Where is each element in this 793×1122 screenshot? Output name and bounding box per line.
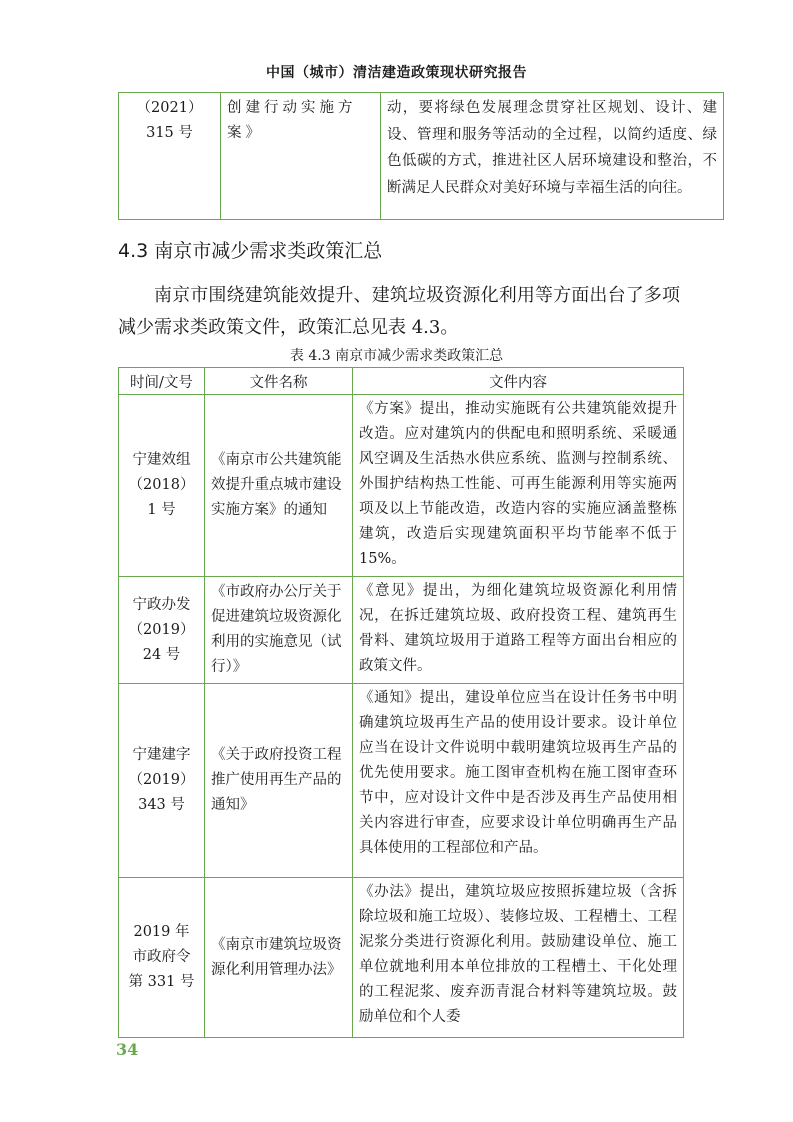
doc-name-cell: 《关于政府投资工程推广使用再生产品的通知》: [205, 684, 353, 878]
continued-table: [118, 92, 724, 220]
table-row: [119, 93, 724, 220]
doc-number-cell: 宁政办发（2019）24 号: [119, 577, 205, 684]
doc-content-cell: 《通知》提出，建设单位应当在设计任务书中明确建筑垃圾再生产品的使用设计要求。设计单位应当在设计文件说明中载明建筑垃圾再生产品的优先使用要求。施工图审查机构在施工图审查环节中，应对设计文件中是否涉及再生产品使用相关内容进行审查，应要求设计单位明确再生产品具体使用的工程部位和产品。: [353, 684, 684, 878]
doc-number-cell: 宁建效组（2018）1 号: [119, 395, 205, 577]
doc-content-cell: 《办法》提出，建筑垃圾应按照拆建垃圾（含拆除垃圾和施工垃圾）、装修垃圾、工程槽土、工程泥浆分类进行资源化利用。鼓励建设单位、施工单位就地利用本单位排放的工程槽土、干化处理的工程泥浆、废弃沥青混合材料等建筑垃圾。鼓励单位和个人委: [353, 878, 684, 1038]
section-paragraph: 南京市围绕建筑能效提升、建筑垃圾资源化利用等方面出台了多项减少需求类政策文件，政策汇总见表 4.3。: [118, 285, 680, 338]
page-number: 34: [116, 1040, 139, 1059]
doc-name-cell: 《南京市建筑垃圾资源化利用管理办法》: [205, 878, 353, 1038]
table-header-row: [119, 368, 684, 395]
table-row: [119, 395, 684, 577]
doc-content-cell: 《意见》提出，为细化建筑垃圾资源化利用情况，在拆迁建筑垃圾、政府投资工程、建筑再生骨料、建筑垃圾用于道路工程等方面出台相应的政策文件。: [353, 577, 684, 684]
page-header: 中国（城市）清洁建造政策现状研究报告: [266, 65, 527, 81]
doc-name-cell: 《市政府办公厅关于促进建筑垃圾资源化利用的实施意见（试行）》: [205, 577, 353, 684]
doc-number-cell: 宁建建字（2019）343 号: [119, 684, 205, 878]
doc-name-cell: 创建行动实施方案》: [221, 93, 381, 220]
table-row: [119, 577, 684, 684]
header-doc-name: 文件名称: [205, 368, 353, 395]
table-row: [119, 878, 684, 1038]
policy-table: [118, 367, 684, 1038]
doc-content-cell: 动，要将绿色发展理念贯穿社区规划、设计、建设、管理和服务等活动的全过程，以简约适度、绿色低碳的方式，推进社区人居环境建设和整治，不断满足人民群众对美好环境与幸福生活的向往。: [381, 93, 724, 220]
table-row: [119, 684, 684, 878]
doc-name-cell: 《南京市公共建筑能效提升重点城市建设实施方案》的通知: [205, 395, 353, 577]
table-caption: 表 4.3 南京市减少需求类政策汇总: [289, 348, 504, 364]
doc-number-cell: （2021）315 号: [119, 93, 221, 220]
header-doc-content: 文件内容: [353, 368, 684, 395]
section-title: 4.3 南京市减少需求类政策汇总: [118, 240, 383, 262]
doc-content-cell: 《方案》提出，推动实施既有公共建筑能效提升改造。应对建筑内的供配电和照明系统、采暖通风空调及生活热水供应系统、监测与控制系统、外围护结构热工性能、可再生能源利用等实施两项及以上节能改造，改造内容的实施应涵盖整栋建筑，改造后实现建筑面积平均节能率不低于 15%。: [353, 395, 684, 577]
header-doc-number: 时间/文号: [119, 368, 205, 395]
doc-number-cell: 2019 年市政府令第 331 号: [119, 878, 205, 1038]
